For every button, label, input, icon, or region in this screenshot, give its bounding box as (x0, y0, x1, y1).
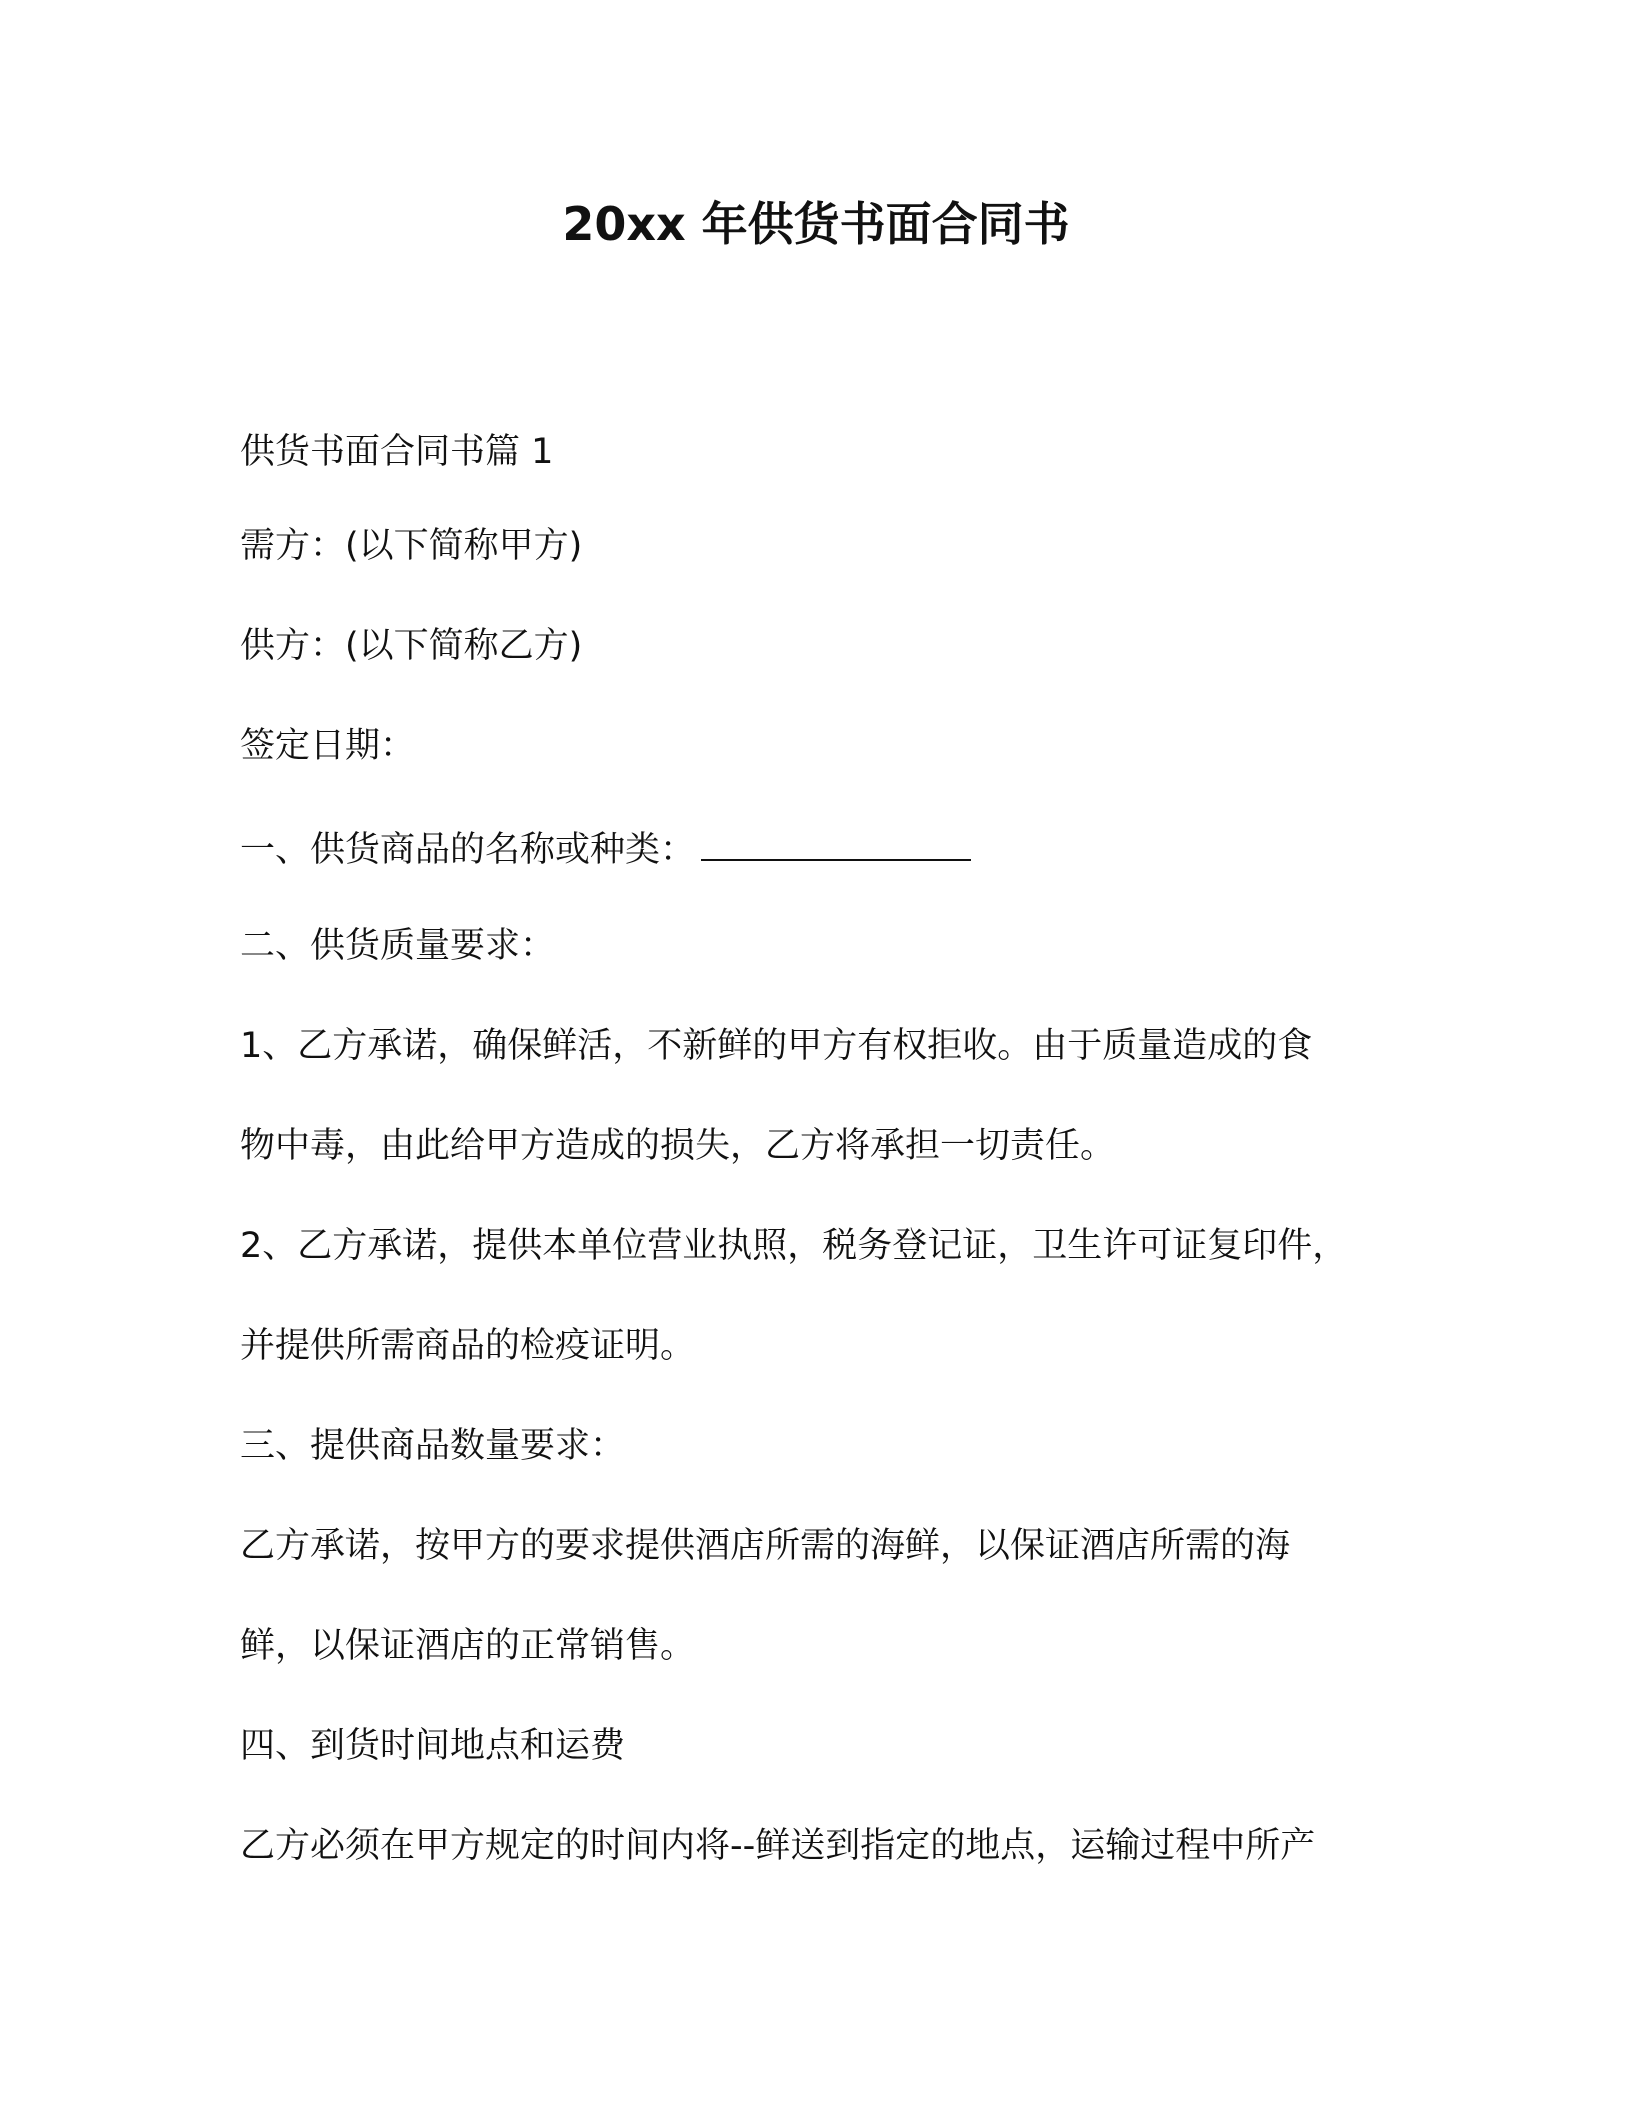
paragraph-line: 乙方承诺，按甲方的要求提供酒店所需的海鲜，以保证酒店所需的海 (240, 1526, 1291, 1566)
clause-4-heading: 四、到货时间地点和运费 (240, 1726, 626, 1766)
paragraph-line: 物中毒，由此给甲方造成的损失，乙方将承担一切责任。 (240, 1126, 1116, 1166)
clause-1-heading-text: 一、供货商品的名称或种类： (240, 830, 696, 870)
sign-date-line: 签定日期： (240, 726, 416, 766)
document-title: 20xx 年供货书面合同书 (562, 197, 1070, 251)
buyer-line: 需方：(以下简称甲方) (240, 526, 583, 566)
section-heading: 供货书面合同书篇 1 (240, 432, 554, 472)
paragraph-line: 并提供所需商品的检疫证明。 (240, 1326, 696, 1366)
fill-in-blank (701, 829, 971, 861)
paragraph-line: 1、乙方承诺，确保鲜活，不新鲜的甲方有权拒收。由于质量造成的食 (240, 1026, 1313, 1066)
clause-2-heading: 二、供货质量要求： (240, 926, 556, 966)
paragraph-line: 鲜，以保证酒店的正常销售。 (240, 1626, 696, 1666)
supplier-line: 供方：(以下简称乙方) (240, 626, 583, 666)
paragraph-line: 2、乙方承诺，提供本单位营业执照，税务登记证，卫生许可证复印件， (240, 1226, 1348, 1266)
clause-3-heading: 三、提供商品数量要求： (240, 1426, 626, 1466)
paragraph-line: 乙方必须在甲方规定的时间内将--鲜送到指定的地点，运输过程中所产 (240, 1826, 1316, 1866)
clause-1-heading (240, 826, 971, 874)
